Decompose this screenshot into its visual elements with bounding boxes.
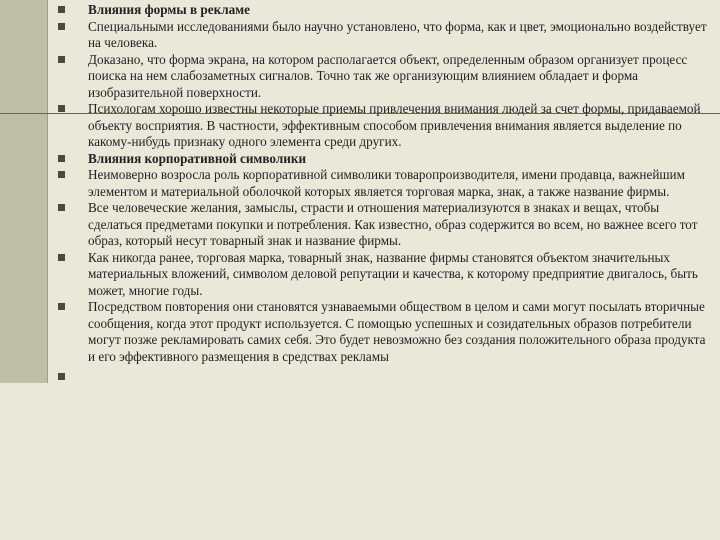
- item-text: Доказано, что форма экрана, на котором располагается объект, определенным образом организует процесс поиска на нем слабозаметных сигналов. Точно так же организующим влиянием обладает и форма изобразительной поверхности.: [88, 51, 688, 100]
- slide-divider-line: [47, 0, 48, 383]
- list-item: [58, 167, 714, 200]
- square-bullet-icon: [58, 303, 65, 310]
- square-bullet-icon: [58, 56, 65, 63]
- empty-list-item: [58, 369, 714, 386]
- square-bullet-icon: [58, 155, 65, 162]
- list-item: [58, 19, 714, 52]
- list-item: [58, 250, 714, 300]
- square-bullet-icon: [58, 23, 65, 30]
- slide-left-bar: [0, 0, 47, 383]
- item-text: Влияния формы в рекламе: [88, 2, 251, 17]
- square-bullet-icon: [58, 373, 65, 380]
- square-bullet-icon: [58, 204, 65, 211]
- list-item: [58, 101, 714, 151]
- square-bullet-icon: [58, 171, 65, 178]
- heading-form-influence: [58, 2, 714, 19]
- item-text: Специальными исследованиями было научно установлено, что форма, как и цвет, эмоционально воздействует на человека.: [88, 18, 707, 50]
- list-item: [58, 299, 714, 365]
- item-text: Психологам хорошо известны некоторые приемы привлечения внимания людей за счет формы, придаваемой объекту восприятия. В частности, эффективным способом привлечения внимания является выделение по какому-нибудь признаку одного элемента среди других.: [88, 101, 701, 149]
- list-item: [58, 200, 714, 250]
- item-text: Все человеческие желания, замыслы, страсти и отношения материализуются в знаках и вещах, чтобы сделаться предметами покупки и потребления. Как известно, образ содержится во всем, но важнее всего тот образ, который несут товарный знак и название фирмы.: [88, 200, 698, 248]
- square-bullet-icon: [58, 254, 65, 261]
- square-bullet-icon: [58, 105, 65, 112]
- item-text: Посредством повторения они становятся узнаваемыми обществом в целом и сами могут посылать вторичные сообщения, когда этот продукт используется. С помощью успешных и созидательных образов потребители могут позже рекламировать самих себя. Это будет невозможно без создания положительного образа продукта и его эффективного размещения в средствах рекламы: [88, 299, 706, 364]
- square-bullet-icon: [58, 6, 65, 13]
- slide-content: [58, 2, 714, 386]
- item-text: Влияния корпоративной символики: [88, 150, 307, 166]
- list-item: [58, 52, 714, 102]
- item-text: Неимоверно возросла роль корпоративной символики товаропроизводителя, имени продавца, важнейшим элементом и материальной оболочкой которых является торговая марка, знак, а также название фирмы.: [88, 167, 685, 199]
- item-text: Как никогда ранее, торговая марка, товарный знак, название фирмы становятся объектом значительных материальных вложений, символом деловой репутации и качества, к которому предприятие двигалось, быть может, многие годы.: [88, 249, 698, 298]
- heading-corporate-symbols: [58, 151, 714, 168]
